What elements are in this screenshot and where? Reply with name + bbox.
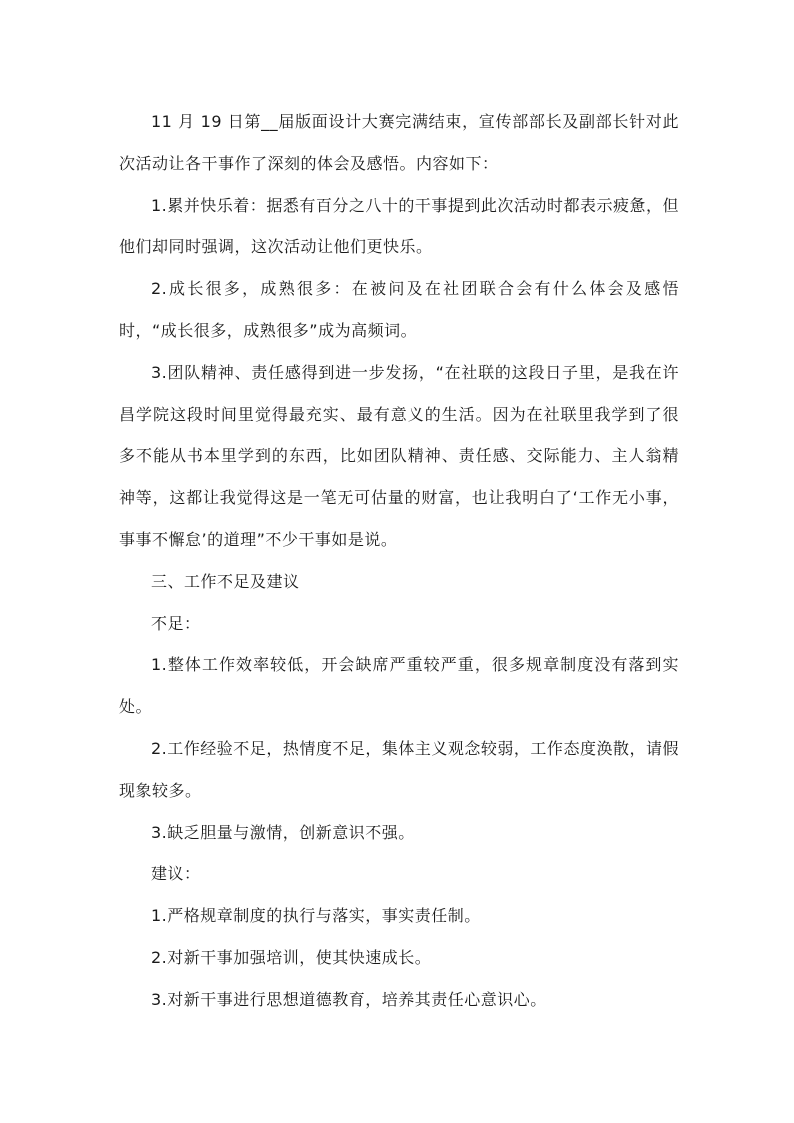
shortcoming-item: 2.工作经验不足，热情度不足，集体主义观念较弱，工作态度涣散，请假现象较多。 [119,738,679,800]
section-heading: 三、工作不足及建议 [151,571,300,591]
suggestions-label: 建议： [151,864,201,884]
paragraph-point-3: 3.团队精神、责任感得到进一步发扬，“在社联的这段日子里，是我在许昌学院这段时间里觉得最充实、最有意义的生活。因为在社联里我学到了很多不能从书本里学到的东西，比如团队精神、责任感、交际能力、主人翁精神等，这都让我觉得这是一笔无可估量的财富，也让我明白了‘工作无小事，事事不懈怠’的道理”不少干事如是说。 [119,362,679,549]
suggestion-item: 2.对新干事加强培训，使其快速成长。 [151,947,432,967]
paragraph-point-1: 1.累并快乐着：据悉有百分之八十的干事提到此次活动时都表示疲惫，但他们却同时强调，这次活动让他们更快乐。 [119,195,679,257]
suggestion-item: 1.严格规章制度的执行与落实，事实责任制。 [151,906,481,926]
document-body [119,101,679,1021]
paragraph-point-2: 2.成长很多，成熟很多：在被问及在社团联合会有什么体会及感悟时，“成长很多，成熟很多”成为高频词。 [119,279,679,340]
suggestion-item: 3.对新干事进行思想道德教育，培养其责任心意识心。 [151,989,547,1009]
paragraph-intro: 11 月 19 日第__届版面设计大赛完满结束，宣传部部长及副部长针对此次活动让各干事作了深刻的体会及感悟。内容如下： [119,112,679,173]
shortcoming-item: 3.缺乏胆量与激情，创新意识不强。 [151,822,415,842]
shortcomings-label: 不足： [151,613,201,633]
shortcoming-item: 1.整体工作效率较低，开会缺席严重较严重，很多规章制度没有落到实处。 [119,655,679,717]
